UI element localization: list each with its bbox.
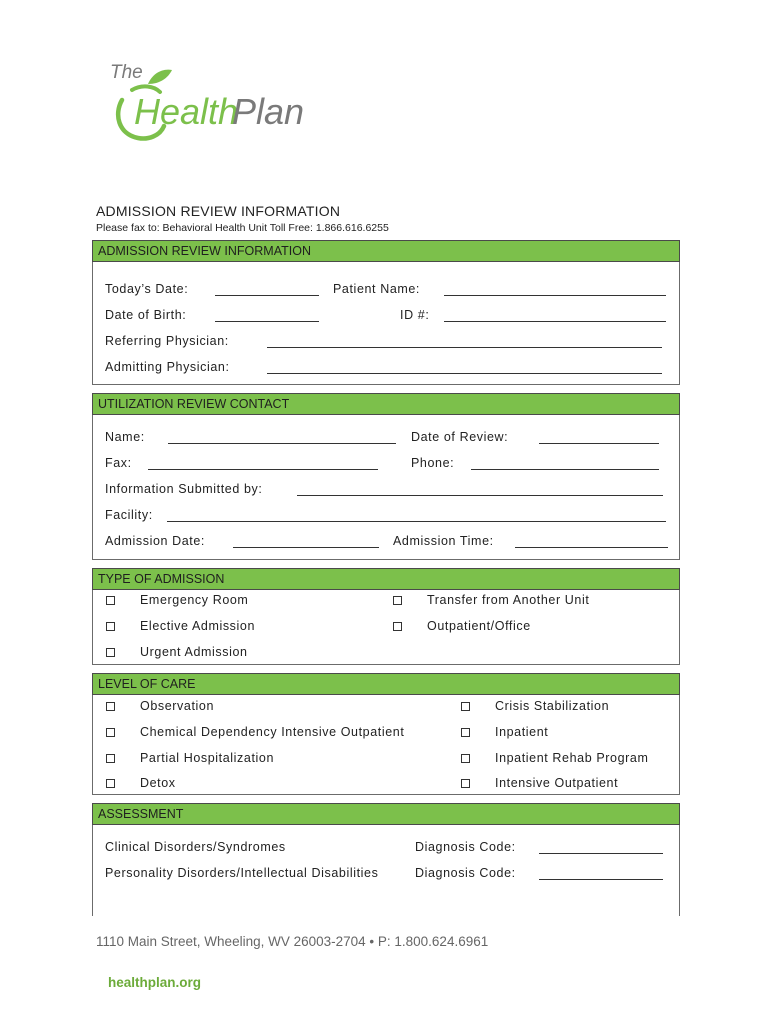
chemical-dependency-label: Chemical Dependency Intensive Outpatient [140,725,405,739]
crisis-stabilization-checkbox[interactable] [461,702,470,711]
emergency-room-label: Emergency Room [140,593,249,607]
crisis-stabilization-label: Crisis Stabilization [495,699,610,713]
facility-label: Facility: [105,508,153,522]
observation-checkbox[interactable] [106,702,115,711]
page-title: ADMISSION REVIEW INFORMATION [96,203,341,219]
partial-hospitalization-checkbox[interactable] [106,754,115,763]
outpatient-office-label: Outpatient/Office [427,619,531,633]
utilization-header: UTILIZATION REVIEW CONTACT [92,393,680,415]
diagnosis-code-label-2: Diagnosis Code: [415,866,516,880]
level-of-care-section [92,673,680,795]
svg-text:The: The [110,62,143,83]
diagnosis-code-label-1: Diagnosis Code: [415,840,516,854]
phone-field[interactable] [471,469,659,470]
urgent-admission-checkbox[interactable] [106,648,115,657]
transfer-label: Transfer from Another Unit [427,593,590,607]
patient-name-label: Patient Name: [333,282,421,296]
admission-time-field[interactable] [515,547,668,548]
assessment-section [92,803,680,916]
dob-field[interactable] [215,321,319,322]
diagnosis-code-field-2[interactable] [539,879,663,880]
referring-physician-field[interactable] [267,347,662,348]
inpatient-label: Inpatient [495,725,549,739]
patient-name-field[interactable] [444,295,666,296]
admitting-physician-field[interactable] [267,373,662,374]
info-submitted-field[interactable] [297,495,663,496]
diagnosis-code-field-1[interactable] [539,853,663,854]
admission-header: ADMISSION REVIEW INFORMATION [92,240,680,262]
observation-label: Observation [140,699,214,713]
level-of-care-header: LEVEL OF CARE [92,673,680,695]
inpatient-checkbox[interactable] [461,728,470,737]
detox-label: Detox [140,776,176,790]
footer-address: 1110 Main Street, Wheeling, WV 26003-2704 • P: 1.800.624.6961 [96,934,489,949]
svg-text:Plan: Plan [232,91,305,132]
referring-physician-label: Referring Physician: [105,334,229,348]
todays-date-label: Today’s Date: [105,282,189,296]
admission-section [92,240,680,385]
urgent-admission-label: Urgent Admission [140,645,248,659]
todays-date-field[interactable] [215,295,319,296]
type-of-admission-section [92,568,680,665]
info-submitted-label: Information Submitted by: [105,482,263,496]
elective-admission-label: Elective Admission [140,619,256,633]
admitting-physician-label: Admitting Physician: [105,360,230,374]
outpatient-office-checkbox[interactable] [393,622,402,631]
fax-label: Fax: [105,456,132,470]
contact-name-label: Name: [105,430,145,444]
id-label: ID #: [400,308,430,322]
admission-date-label: Admission Date: [105,534,206,548]
detox-checkbox[interactable] [106,779,115,788]
footer-website-link[interactable]: healthplan.org [108,975,202,990]
inpatient-rehab-label: Inpatient Rehab Program [495,751,649,765]
emergency-room-checkbox[interactable] [106,596,115,605]
contact-name-field[interactable] [168,443,396,444]
personality-disorders-label: Personality Disorders/Intellectual Disabilities [105,866,379,880]
inpatient-rehab-checkbox[interactable] [461,754,470,763]
partial-hospitalization-label: Partial Hospitalization [140,751,274,765]
phone-label: Phone: [411,456,455,470]
svg-text:Health: Health [134,91,239,132]
utilization-section [92,393,680,560]
admission-date-field[interactable] [233,547,379,548]
fax-field[interactable] [148,469,378,470]
dob-label: Date of Birth: [105,308,187,322]
intensive-outpatient-checkbox[interactable] [461,779,470,788]
date-of-review-field[interactable] [539,443,659,444]
date-of-review-label: Date of Review: [411,430,509,444]
transfer-checkbox[interactable] [393,596,402,605]
type-of-admission-header: TYPE OF ADMISSION [92,568,680,590]
logo [108,58,308,143]
id-field[interactable] [444,321,666,322]
intensive-outpatient-label: Intensive Outpatient [495,776,619,790]
clinical-disorders-label: Clinical Disorders/Syndromes [105,840,286,854]
chemical-dependency-checkbox[interactable] [106,728,115,737]
fax-instructions: Please fax to: Behavioral Health Unit Toll Free: 1.866.616.6255 [96,222,389,234]
elective-admission-checkbox[interactable] [106,622,115,631]
assessment-header: ASSESSMENT [92,803,680,825]
admission-time-label: Admission Time: [393,534,494,548]
facility-field[interactable] [167,521,666,522]
